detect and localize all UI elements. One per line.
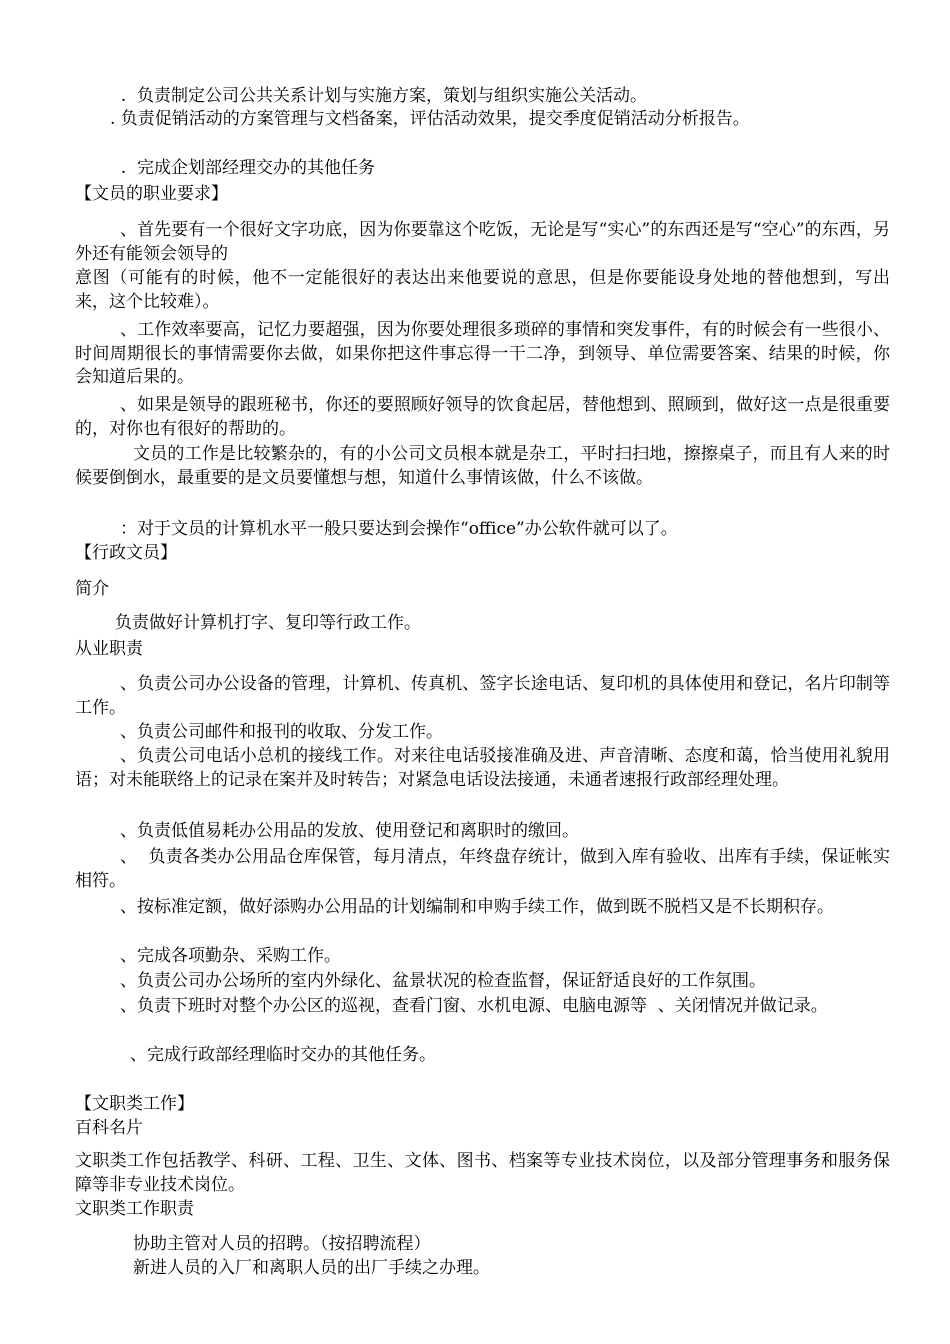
paragraph: 意图（可能有的时候，他不一定能很好的表达出来他要说的意思，但是你要能设身处地的替他想到，写出来，这个比较难）。: [75, 268, 890, 312]
paragraph: 、工作效率要高，记忆力要超强，因为你要处理很多琐碎的事情和突发事件，有的时候会有一些很小、时间周期很长的事情需要你去做，如果你把这件事忘得一干二净，到领导、单位需要答案、结果的时候，你会知道后果的。: [75, 320, 890, 387]
task-line: . 完成企划部经理交办的其他任务: [110, 158, 376, 178]
subheading: 百科名片: [75, 1118, 143, 1138]
paragraph: 文员的工作是比较繁杂的，有的小公司文员根本就是杂工，平时扫扫地，擦擦桌子，而且有人来的时候要倒倒水，最重要的是文员要懂想与想，知道什么事情该做，什么不该做。: [75, 444, 890, 488]
duty-item: 、负责公司电话小总机的接线工作。对来往电话驳接准确及进、声音清晰、态度和蔼，恰当使用礼貌用语；对未能联络上的记录在案并及时转告；对紧急电话设法接通，未通者速报行政部经理处理。: [75, 746, 890, 790]
duty-item: 、按标准定额，做好添购办公用品的计划编制和申购手续工作，做到既不脱档又是不长期积存。: [120, 897, 834, 917]
subheading: 从业职责: [75, 639, 143, 659]
duty-item: 、负责低值易耗办公用品的发放、使用登记和离职时的缴回。: [120, 821, 579, 841]
subheading: 文职类工作职责: [75, 1199, 194, 1219]
section-heading: 【文职类工作】: [75, 1094, 194, 1114]
paragraph: 、首先要有一个很好文字功底，因为你要靠这个吃饭，无论是写“实心”的东西还是写“空心”的东西，另外还有能领会领导的: [75, 220, 890, 264]
task-line: . 负责制定公司公共关系计划与实施方案，策划与组织实施公关活动。: [110, 86, 648, 106]
duty-item: 协助主管对人员的招聘。（按招聘流程）: [133, 1234, 431, 1254]
paragraph: 、如果是领导的跟班秘书，你还的要照顾好领导的饮食起居，替他想到、照顾到，做好这一点是很重要的，对你也有很好的帮助的。: [75, 395, 890, 439]
duty-item: 、负责公司办公设备的管理，计算机、传真机、签字长途电话、复印机的具体使用和登记，名片印制等工作。: [75, 674, 890, 718]
duty-item: 、完成各项勤杂、采购工作。: [120, 946, 341, 966]
section-heading: 【文员的职业要求】: [75, 184, 228, 204]
paragraph: 文职类工作包括教学、科研、工程、卫生、文体、图书、档案等专业技术岗位，以及部分管理事务和服务保障等非专业技术岗位。: [75, 1151, 890, 1195]
duty-item: 、 负责各类办公用品仓库保管，每月清点，年终盘存统计，做到入库有验收、出库有手续，保证帐实 相符。: [75, 847, 901, 891]
paragraph: ：对于文员的计算机水平一般只要达到会操作“office”办公软件就可以了。: [120, 519, 678, 539]
subheading: 简介: [75, 579, 109, 599]
section-heading: 【行政文员】: [75, 543, 177, 563]
duty-item: 、负责下班时对整个办公区的巡视，查看门窗、水机电源、电脑电源等 、关闭情况并做记录。: [120, 996, 828, 1016]
task-line: . 负责促销活动的方案管理与文档备案，评估活动效果，提交季度促销活动分析报告。: [110, 109, 750, 129]
duty-item: 、完成行政部经理临时交办的其他任务。: [130, 1045, 436, 1065]
duty-item: 、负责公司办公场所的室内外绿化、盆景状况的检查监督，保证舒适良好的工作氛围。: [120, 971, 766, 991]
paragraph: 负责做好计算机打字、复印等行政工作。: [115, 613, 421, 633]
duty-item: 、负责公司邮件和报刊的收取、分发工作。: [120, 722, 443, 742]
duty-item: 新进人员的入厂和离职人员的出厂手续之办理。: [133, 1258, 490, 1278]
